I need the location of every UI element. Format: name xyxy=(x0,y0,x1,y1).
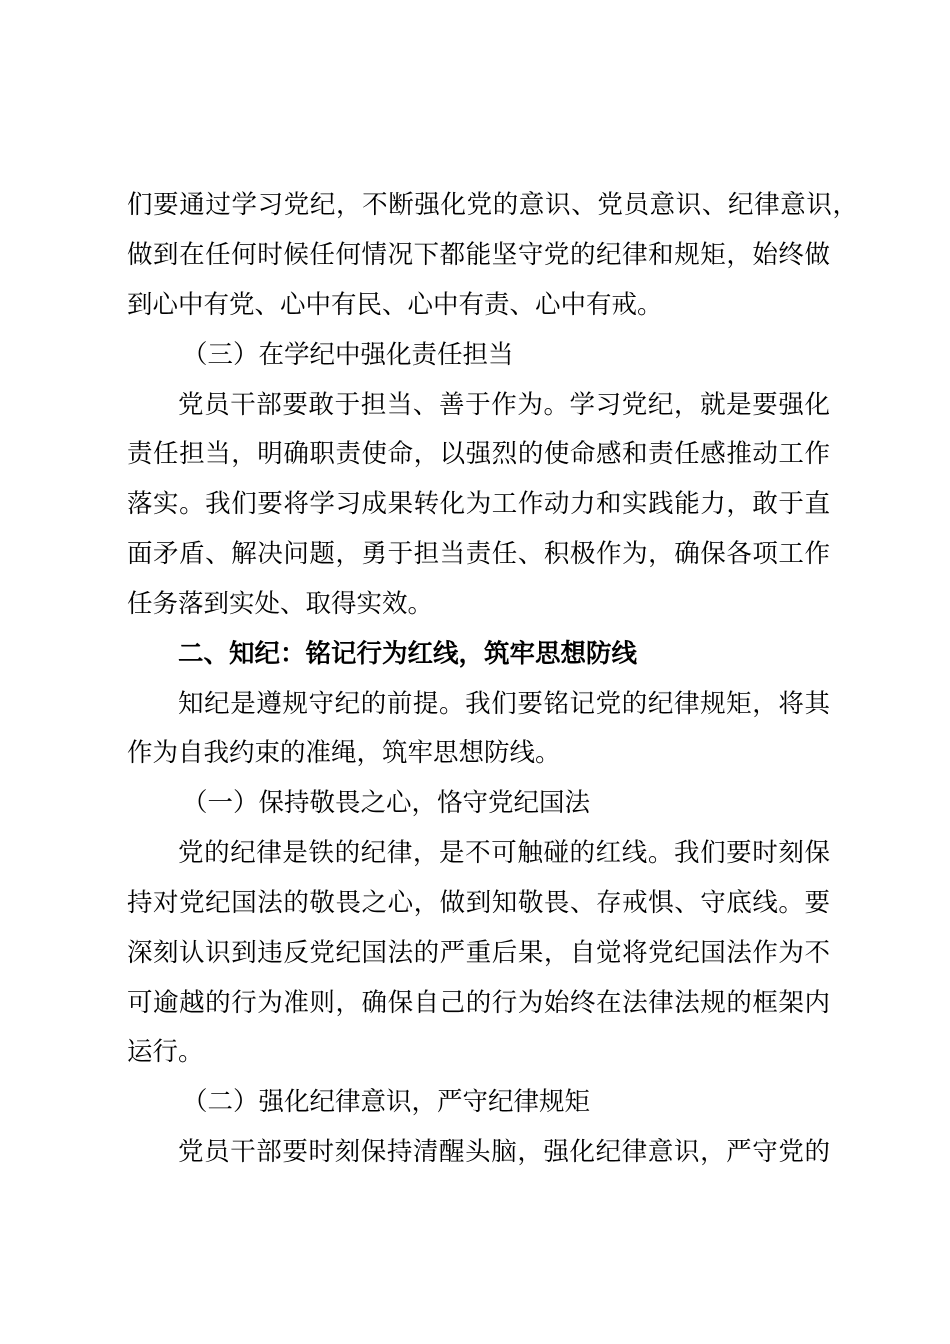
paragraph-line: 运行。 xyxy=(127,1037,204,1067)
paragraph-line: 责任担当，明确职责使命，以强烈的使命感和责任感推动工作 xyxy=(127,439,830,469)
paragraph-line: 持对党纪国法的敬畏之心，做到知敬畏、存戒惧、守底线。要 xyxy=(127,888,830,918)
paragraph-line: 知纪是遵规守纪的前提。我们要铭记党的纪律规矩，将其 xyxy=(178,689,830,719)
paragraph-line: 作为自我约束的准绳，筑牢思想防线。 xyxy=(127,738,561,768)
paragraph-line: 可逾越的行为准则，确保自己的行为始终在法律法规的框架内 xyxy=(127,988,830,1018)
section-heading: 二、知纪：铭记行为红线，筑牢思想防线 xyxy=(178,639,638,669)
section-subheading: （一）保持敬畏之心，恪守党纪国法 xyxy=(182,788,591,818)
paragraph-line: 们要通过学习党纪，不断强化党的意识、党员意识、纪律意识， xyxy=(127,190,858,220)
paragraph-line: 党的纪律是铁的纪律，是不可触碰的红线。我们要时刻保 xyxy=(178,838,830,868)
paragraph-line: 任务落到实处、取得实效。 xyxy=(127,589,434,619)
paragraph-line: 面矛盾、解决问题，勇于担当责任、积极作为，确保各项工作 xyxy=(127,539,830,569)
section-subheading: （三）在学纪中强化责任担当 xyxy=(182,340,514,370)
paragraph-line: 做到在任何时候任何情况下都能坚守党的纪律和规矩，始终做 xyxy=(127,240,830,270)
section-subheading: （二）强化纪律意识，严守纪律规矩 xyxy=(182,1087,591,1117)
paragraph-line: 深刻认识到违反党纪国法的严重后果，自觉将党纪国法作为不 xyxy=(127,938,830,968)
paragraph-line: 落实。我们要将学习成果转化为工作动力和实践能力，敢于直 xyxy=(127,489,830,519)
paragraph-line: 到心中有党、心中有民、心中有责、心中有戒。 xyxy=(127,290,663,320)
paragraph-line: 党员干部要时刻保持清醒头脑，强化纪律意识，严守党的 xyxy=(178,1137,830,1167)
paragraph-line: 党员干部要敢于担当、善于作为。学习党纪，就是要强化 xyxy=(178,390,830,420)
